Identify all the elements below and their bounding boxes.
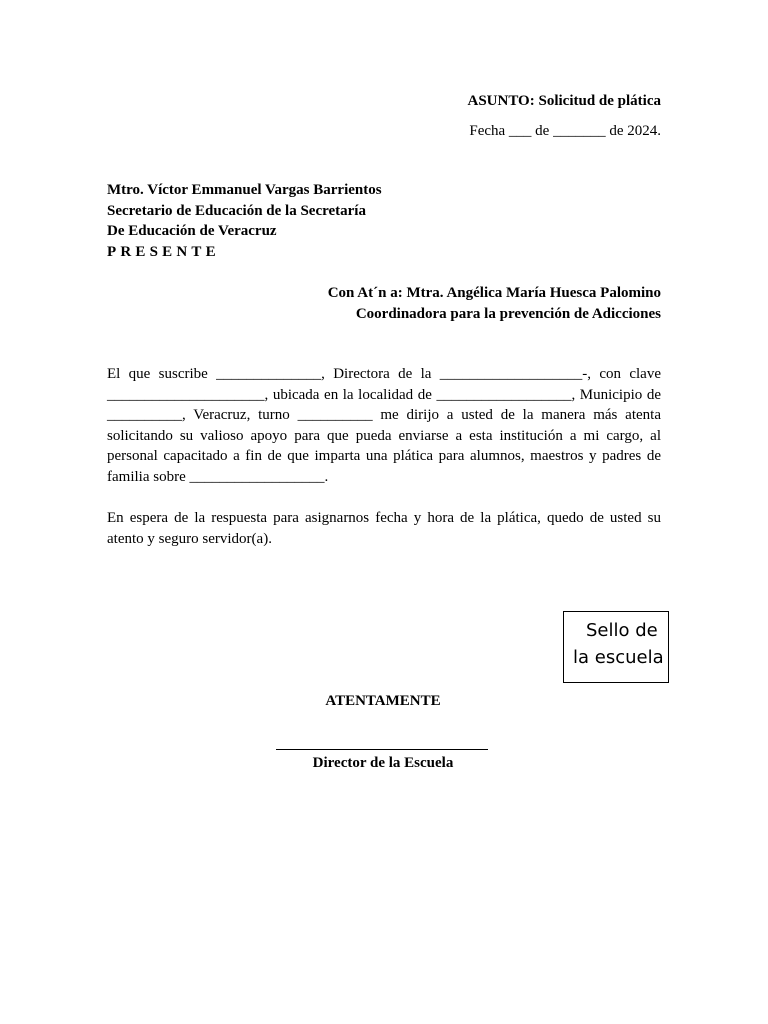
recipient-title-line-2: De Educación de Veracruz xyxy=(107,223,277,239)
attention-line-1: Con At´n a: Mtra. Angélica María Huesca Palomino xyxy=(327,285,661,301)
subject-text: Solicitud de plática xyxy=(534,93,661,109)
presente-label: PRESENTE xyxy=(107,243,220,260)
attention-line-2: Coordinadora para la prevención de Adicciones xyxy=(355,305,661,322)
recipient-block xyxy=(107,180,382,262)
closing-atentamente: ATENTAMENTE xyxy=(325,693,441,709)
body-paragraph-2: En espera de la respuesta para asignarnos fecha y hora de la plática, quedo de usted su atento y seguro servidor(a). xyxy=(107,510,661,547)
stamp-line-2: la escuela xyxy=(573,647,664,668)
body-paragraph-1: El que suscribe ______________, Directora de la ___________________-, con clave _____________________, ubicada en la localidad de __________________, Municipio de __________, Veracruz, turno __________ me dirijo a usted de la manera más atenta solicitando su valioso apoyo para que pueda enviarse a esta institución a mi cargo, al personal capacitado a fin de que imparta una plática para alumnos, maestros y padres de familia sobre __________________. xyxy=(107,366,661,485)
recipient-name: Mtro. Víctor Emmanuel Vargas Barrientos xyxy=(107,182,382,198)
school-stamp-box xyxy=(563,611,669,683)
attention-block xyxy=(328,283,661,324)
subject-label: ASUNTO: xyxy=(467,93,535,109)
subject-line xyxy=(467,91,661,111)
signature-line xyxy=(276,749,488,750)
signature-caption: Director de la Escuela xyxy=(312,755,454,771)
date-line: Fecha ___ de _______ de 2024. xyxy=(469,123,661,139)
recipient-title-line-1: Secretario de Educación de la Secretaría xyxy=(107,202,366,219)
stamp-line-1: Sello de xyxy=(586,620,658,641)
